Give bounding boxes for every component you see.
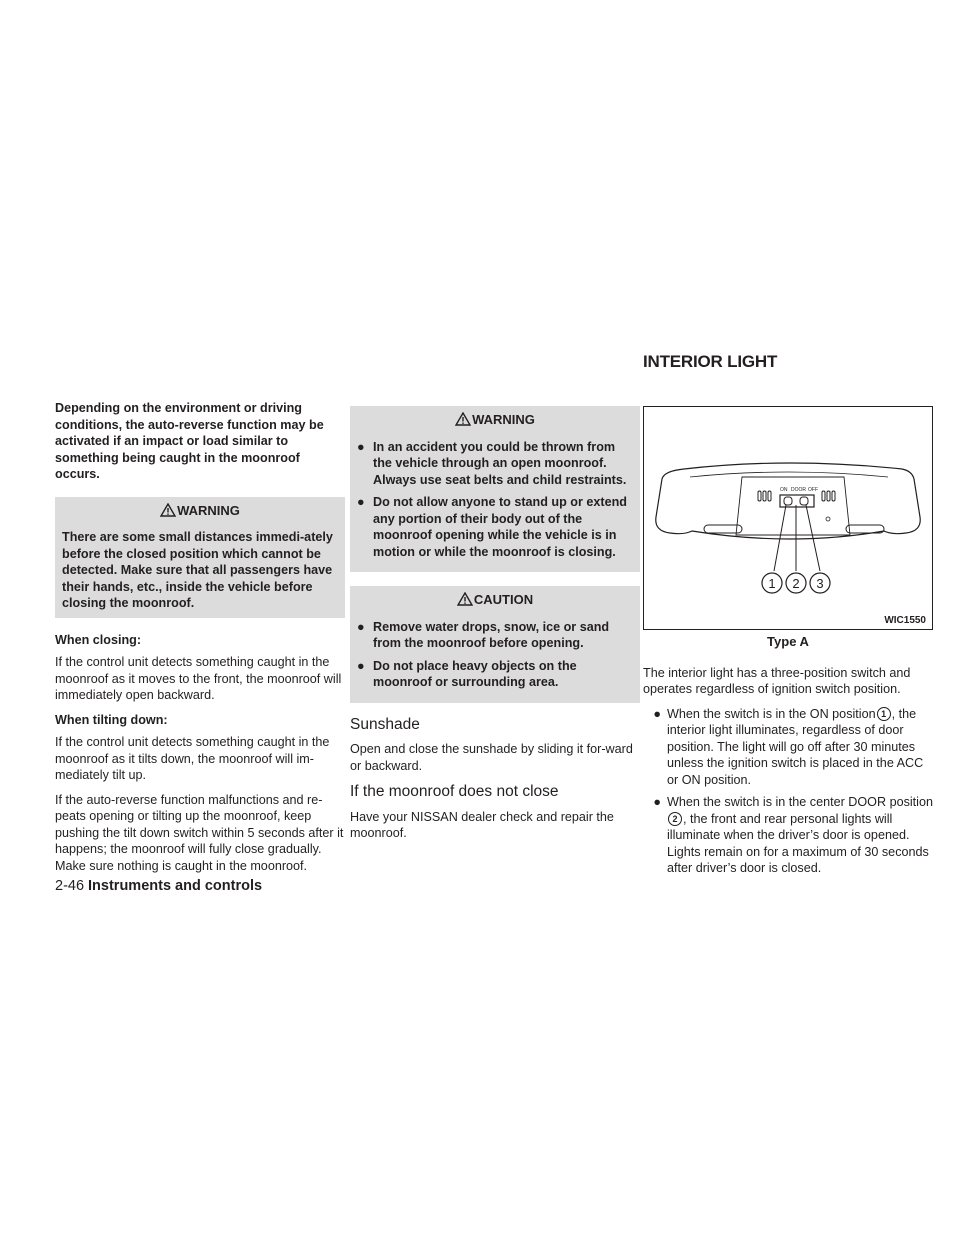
bullet-icon: ● <box>357 439 365 454</box>
interior-light-figure <box>643 406 933 630</box>
caution-item-text: Do not place heavy objects on the moonroof or surrounding area. <box>373 658 577 689</box>
list-item <box>357 658 633 691</box>
switch-label-door: DOOR <box>791 487 806 493</box>
caution-box-header <box>350 586 640 617</box>
interior-light-intro: The interior light has a three-position switch and operates regardless of ignition switch position. <box>643 665 911 696</box>
figure-code: WIC1550 <box>884 615 926 626</box>
warning-triangle-icon <box>455 412 471 431</box>
warning-box-header <box>55 497 345 528</box>
warning-title: WARNING <box>472 412 535 427</box>
warning-item-text: In an accident you could be thrown from the vehicle through an open moonroof. Always use seat belts and child restraints. <box>373 439 627 487</box>
on-position-text: When the switch is in the ON position 1 , the interior light illuminates, regardless of door position. The light will go off after 30 minutes unless the ignition switch is placed in the ACC or ON position. <box>667 706 924 787</box>
not-close-heading: If the moonroof does not close <box>350 783 559 800</box>
section-title: INTERIOR LIGHT <box>643 352 778 371</box>
bullet-icon: ● <box>653 795 661 809</box>
when-tilting-label: When tilting down: <box>55 712 168 727</box>
list-item <box>357 439 633 489</box>
warning-list <box>350 437 640 561</box>
callout-2: 2 <box>792 576 800 591</box>
when-closing-label: When closing: <box>55 632 142 647</box>
figure-caption: Type A <box>767 634 809 649</box>
caution-item-text: Remove water drops, snow, ice or sand from the moonroof before opening. <box>373 619 610 650</box>
caution-list <box>350 617 640 691</box>
column-right <box>643 406 933 883</box>
callout-3: 3 <box>816 576 824 591</box>
callout-ref-1: 1 <box>877 707 891 721</box>
when-closing-text: If the control unit detects something caught in the moonroof as it moves to the front, the moonroof will immediately open backward. <box>55 655 342 702</box>
callout-ref-2: 2 <box>668 812 682 826</box>
bullet-icon: ● <box>357 658 365 673</box>
bullet-icon: ● <box>357 619 365 634</box>
when-tilting-text: If the control unit detects something caught in the moonroof as it tilts down, the moonroof will im-mediately tilt up. <box>55 735 330 782</box>
bullet-icon: ● <box>653 706 661 721</box>
switch-label-off: OFF <box>808 487 818 493</box>
warning-box-header <box>350 406 640 437</box>
warning-triangle-icon <box>160 503 176 522</box>
footer-section-name: Instruments and controls <box>88 878 263 894</box>
interior-light-diagram <box>644 407 932 629</box>
caution-triangle-icon <box>457 592 473 611</box>
list-item <box>643 706 933 789</box>
sunshade-heading: Sunshade <box>350 715 420 733</box>
warning-item-text: Do not allow anyone to stand up or extend any portion of their body out of the moonroof opening while the vehicle is in motion or while the moonroof is closing. <box>373 495 627 559</box>
not-close-text: Have your NISSAN dealer check and repair the moonroof. <box>350 809 614 840</box>
bullet-icon: ● <box>357 495 365 509</box>
caution-title: CAUTION <box>473 592 534 607</box>
page-footer <box>55 878 262 894</box>
column-left <box>55 400 345 882</box>
list-item <box>357 494 633 560</box>
warning-text: There are some small distances immedi-ately before the closed position which cannot be detected. Make sure that all passengers have their hands, etc., inside the vehicle before closing the moonroof. <box>62 530 333 610</box>
callout-1: 1 <box>768 576 776 591</box>
page-number: 2-46 <box>55 878 85 894</box>
warning-box-2 <box>350 406 640 572</box>
warning-title: WARNING <box>177 502 240 518</box>
list-item <box>643 794 933 877</box>
warning-box-1 <box>55 497 345 618</box>
column-middle <box>350 392 640 850</box>
auto-reverse-intro: Depending on the environment or driving conditions, the auto-reverse function may be activated if an impact or load similar to something being caught in the moonroof occurs. <box>55 401 324 481</box>
door-position-text: When the switch is in the center DOOR position2 , the front and rear personal lights will illuminate when the driver’s door is opened. Lights remain on for a maximum of 30 seconds after driver’s door is closed. <box>667 795 933 875</box>
caution-box <box>350 586 640 703</box>
malfunction-text: If the auto-reverse function malfunctions and re-peats opening or tilting up the moonroof, keep pushing the tilt down switch within 5 seconds after it happens; the moonroof will fully close gradually. Make sure nothing is caught in the moonroof. <box>55 792 344 873</box>
list-item <box>357 619 633 652</box>
switch-label-on: ON <box>780 487 788 493</box>
sunshade-text: Open and close the sunshade by sliding it for-ward or backward. <box>350 742 633 773</box>
